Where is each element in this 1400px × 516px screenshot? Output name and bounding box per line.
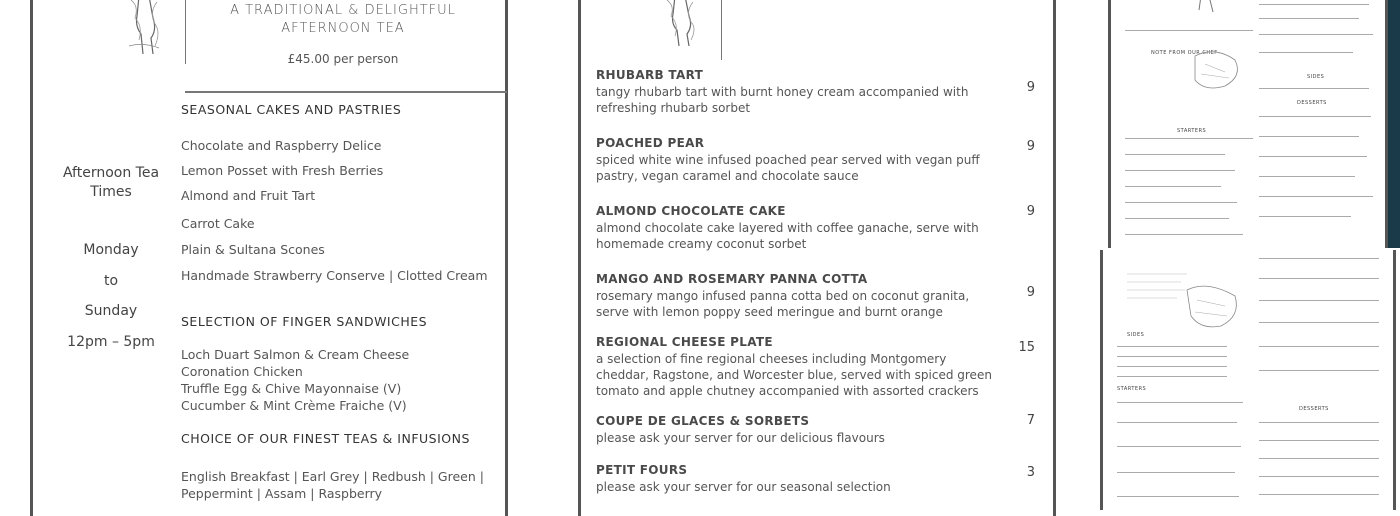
cake-item: Lemon Posset with Fresh Berries (181, 163, 384, 178)
dessert-menu (578, 0, 1056, 516)
section-teas-title: CHOICE OF OUR FINEST TEAS & INFUSIONS (181, 431, 470, 446)
sheep-illustration-icon (1175, 0, 1245, 16)
menu-heading (203, 2, 483, 38)
dessert-name: REGIONAL CHEESE PLATE (596, 335, 773, 349)
desserts-heading: DESSERTS (1297, 100, 1327, 106)
header-divider-horizontal (185, 91, 507, 93)
starters-heading: STARTERS (1177, 128, 1207, 134)
cake-item: Carrot Cake (181, 216, 255, 231)
dessert-description: spiced white wine infused poached pear served with vegan puff pastry, vegan caramel and chocolate sauce (596, 153, 980, 183)
dessert-name: RHUBARB TART (596, 68, 704, 82)
dessert-price: 9 (1026, 139, 1035, 154)
dessert-name: COUPE DE GLACES & SORBETS (596, 414, 810, 428)
dessert-name: POACHED PEAR (596, 136, 705, 150)
afternoon-tea-menu (30, 0, 508, 516)
sandwich-item: Cucumber & Mint Crème Fraiche (V) (181, 398, 407, 413)
day-from: Monday (83, 242, 139, 258)
dessert-price: 15 (1018, 340, 1035, 355)
day-to-word: to (103, 273, 119, 289)
dessert-description: a selection of fine regional cheeses including Montgomery cheddar, Ragstone, and Worcester blue, served with spiced green tomato and apple chutney accompanied with assorted crackers (596, 352, 992, 398)
dessert-item (596, 68, 996, 116)
sandwich-item: Truffle Egg & Chive Mayonnaise (V) (181, 381, 402, 396)
dessert-price: 3 (1026, 465, 1035, 480)
header-divider-vertical (721, 0, 722, 60)
menu-thumbnail-upper[interactable] (1108, 0, 1388, 248)
cake-item: Almond and Fruit Tart (181, 188, 316, 203)
header-divider-vertical (185, 0, 186, 64)
dessert-name: MANGO AND ROSEMARY PANNA COTTA (596, 272, 868, 286)
dessert-description: please ask your server for our seasonal selection (596, 480, 891, 494)
dessert-description: almond chocolate cake layered with coffee ganache, serve with homemade creamy coconut sorbet (596, 221, 979, 251)
afternoon-tea-times-title: Afternoon Tea Times (62, 165, 160, 200)
menu-thumbnail-lower[interactable] (1100, 250, 1396, 510)
cake-item: Plain & Sultana Scones (181, 242, 325, 257)
dessert-description: rosemary mango infused panna cotta bed on coconut granita, serve with lemon poppy seed meringue and burnt orange (596, 289, 970, 319)
food-illustration-icon (1117, 260, 1257, 340)
dessert-price: 9 (1026, 204, 1035, 219)
dessert-item (596, 136, 996, 184)
chef-note-title: NOTE FROM OUR CHEF (1151, 50, 1218, 56)
section-cakes-title: SEASONAL CAKES AND PASTRIES (181, 102, 402, 117)
dessert-price: 9 (1026, 285, 1035, 300)
dessert-item (596, 204, 996, 252)
sandwich-item: Coronation Chicken (181, 364, 303, 379)
dessert-item (596, 272, 996, 320)
dessert-item (596, 335, 996, 399)
heading-line-2: AFTERNOON TEA (281, 21, 405, 36)
sides-heading: SIDES (1307, 74, 1325, 80)
dessert-description: tangy rhubarb tart with burnt honey cream accompanied with refreshing rhubarb sorbet (596, 85, 969, 115)
tea-price: £45.00 per person (287, 52, 399, 66)
teas-list: English Breakfast | Earl Grey | Redbush | Green | Peppermint | Assam | Raspberry (181, 469, 484, 501)
dessert-item (596, 463, 996, 495)
cake-item: Handmade Strawberry Conserve | Clotted Cream (181, 268, 488, 283)
sides-heading: SIDES (1127, 332, 1145, 338)
cake-item: Chocolate and Raspberry Delice (181, 138, 382, 153)
dessert-name: ALMOND CHOCOLATE CAKE (596, 204, 786, 218)
dessert-name: PETIT FOURS (596, 463, 688, 477)
desserts-heading: DESSERTS (1299, 406, 1329, 412)
dessert-description: please ask your server for our delicious flavours (596, 431, 885, 445)
starters-heading: STARTERS (1117, 386, 1147, 392)
tea-hours: 12pm – 5pm (67, 334, 155, 350)
sandwich-item: Loch Duart Salmon & Cream Cheese (181, 347, 410, 362)
sheep-illustration-icon (109, 0, 189, 56)
food-illustration-icon (1125, 36, 1255, 96)
dessert-price: 7 (1026, 413, 1035, 428)
section-sandwiches-title: SELECTION OF FINGER SANDWICHES (181, 314, 428, 329)
sheep-illustration-icon (647, 0, 727, 48)
dessert-price: 9 (1026, 80, 1035, 95)
heading-line-1: A TRADITIONAL & DELIGHTFUL (230, 3, 456, 18)
thumbnail-edge (1388, 0, 1400, 248)
day-until: Sunday (84, 303, 138, 319)
dessert-item (596, 414, 996, 446)
